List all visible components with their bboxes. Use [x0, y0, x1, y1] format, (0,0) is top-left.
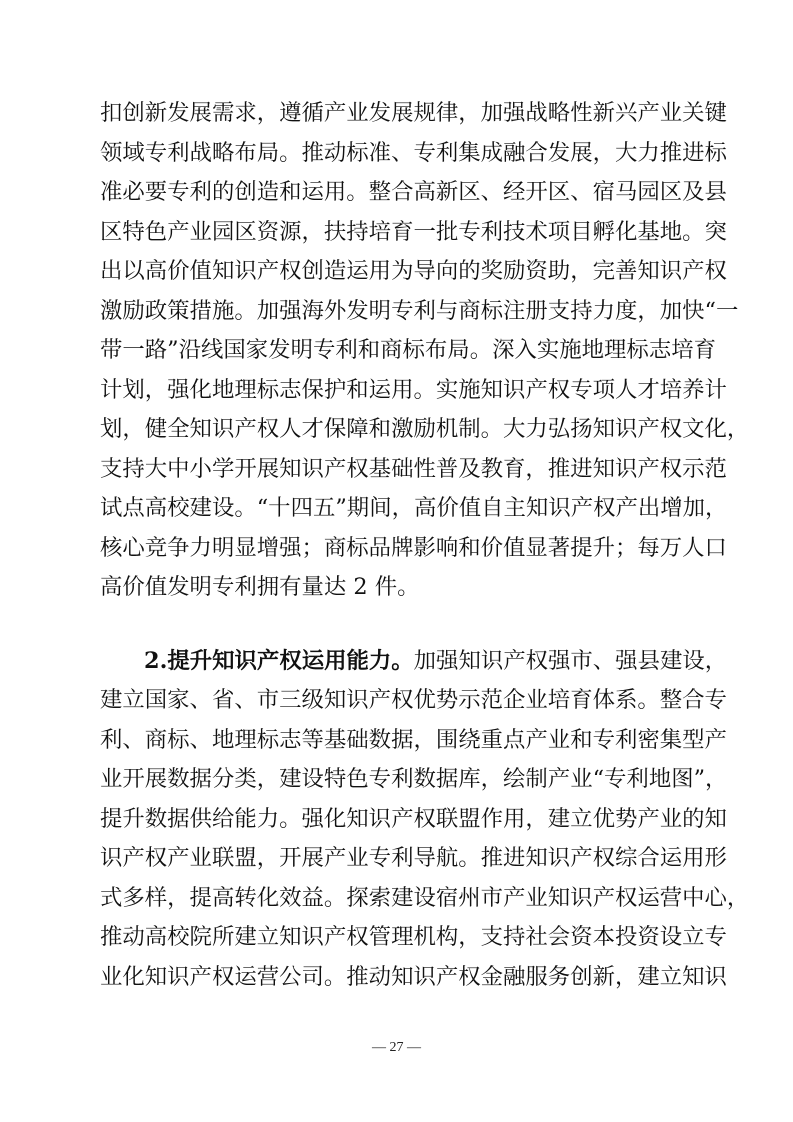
paragraph-1-line: 划，健全知识产权人才保障和激励机制。大力弘扬知识产权文化，: [100, 416, 750, 442]
paragraph-1-line: 扣创新发展需求，遵循产业发展规律，加强战略性新兴产业关键: [100, 100, 727, 126]
paragraph-2-line: 推动高校院所建立知识产权管理机构，支持社会资本投资设立专: [100, 924, 727, 950]
paragraph-1-line: 带一路”沿线国家发明专利和商标布局。深入实施地理标志培育: [100, 337, 716, 363]
paragraph-1-line: 核心竞争力明显增强；商标品牌影响和价值显著提升；每万人口: [100, 535, 727, 561]
paragraph-1-line: 高价值发明专利拥有量达 2 件。: [100, 574, 420, 600]
paragraph-2-first-line-text: 加强知识产权强市、强县建设，: [413, 648, 728, 674]
paragraph-1-line: 区特色产业园区资源，扶持培育一批专利技术项目孵化基地。突: [100, 219, 727, 245]
paragraph-1-line: 计划，强化地理标志保护和运用。实施知识产权专项人才培养计: [100, 377, 727, 403]
paragraph-1-line: 试点高校建设。“十四五”期间，高价值自主知识产权产出增加，: [100, 495, 728, 521]
paragraph-2-line: 式多样，提高转化效益。探索建设宿州市产业知识产权运营中心，: [100, 885, 750, 911]
paragraph-2-line: 识产权产业联盟，开展产业专利导航。推进知识产权综合运用形: [100, 845, 727, 871]
section-heading: 2.提升知识产权运用能力。: [144, 648, 414, 674]
paragraph-1-line: 支持大中小学开展知识产权基础性普及教育，推进知识产权示范: [100, 456, 727, 482]
paragraph-2-line: 建立国家、省、市三级知识产权优势示范企业培育体系。整合专: [100, 687, 727, 713]
page-number: — 27 —: [372, 1040, 421, 1055]
paragraph-2-line: 业开展数据分类，建设特色专利数据库，绘制产业“专利地图”，: [100, 766, 728, 792]
paragraph-2-first-line: [144, 645, 728, 677]
paragraph-2-line: 提升数据供给能力。强化知识产权联盟作用，建立优势产业的知: [100, 806, 727, 832]
paragraph-1-line: 出以高价值知识产权创造运用为导向的奖励资助，完善知识产权: [100, 258, 727, 284]
paragraph-1-line: 激励政策措施。加强海外发明专利与商标注册支持力度，加快“一: [100, 298, 739, 324]
paragraph-2-line: 业化知识产权运营公司。推动知识产权金融服务创新，建立知识: [100, 964, 727, 990]
paragraph-1-line: 领域专利战略布局。推动标准、专利集成融合发展，大力推进标: [100, 140, 727, 166]
paragraph-2-line: 利、商标、地理标志等基础数据，围绕重点产业和专利密集型产: [100, 727, 727, 753]
paragraph-1-line: 准必要专利的创造和运用。整合高新区、经开区、宿马园区及县: [100, 179, 727, 205]
